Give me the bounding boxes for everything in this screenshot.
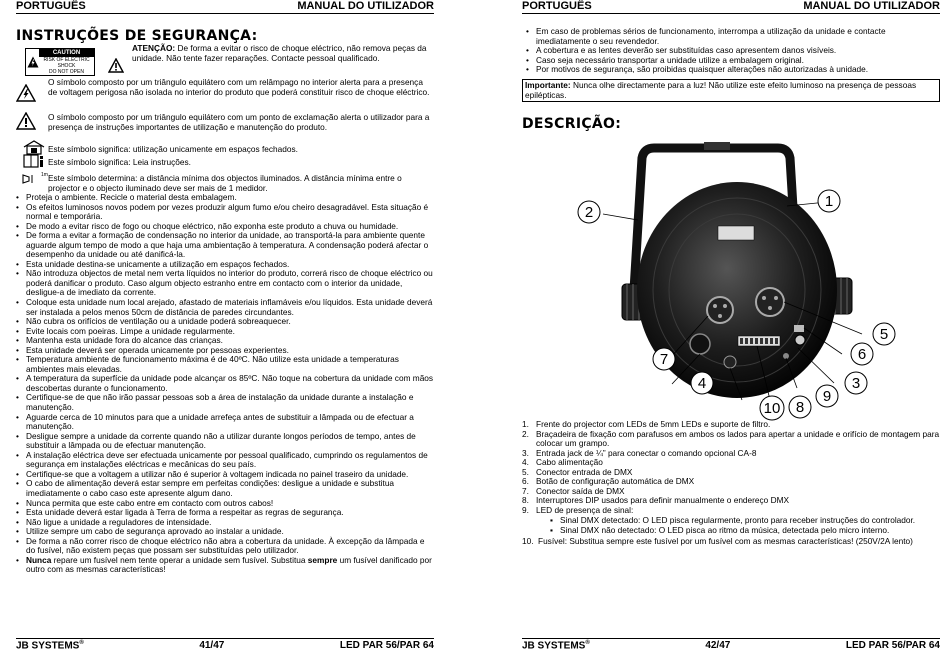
list-item: • Caso seja necessário transportar a unidade utilize a embalagem original. [526,56,940,66]
list-item: • A cobertura e as lentes deverão ser substituídas caso apresentem danos visíveis. [526,46,940,56]
attention-bold: ATENÇÃO: [132,43,176,53]
list-item: ▪ Sinal DMX não detectado: O LED pisca ao ritmo da música, detectada pelo micro interno. [550,526,940,536]
list-item: • Coloque esta unidade num local arejado, afastado de materiais inflamáveis e/ou líquidos. Esta unidade deverá ser instalada a pelos menos 50cm de distância de paredes circundantes. [16,298,434,317]
callout-10: 10 [763,400,781,417]
important-box [522,79,940,102]
item-text: Entrada jack de ¼” para conectar o comando opcional CA-8 [536,447,757,458]
caution-title: CAUTION [39,49,94,57]
header-manual: MANUAL DO UTILIZADOR [297,0,434,12]
item-number: 4. [522,457,529,468]
exclamation-warning-icon [108,58,124,73]
last-bullet-bold2: sempre [307,554,338,565]
page-header [522,0,940,14]
item-number: 7. [522,485,529,496]
list-item: • Esta unidade deverá ser operada unicamente por pessoas experientes. [16,346,434,356]
registered-mark: ® [79,640,84,646]
symbol-distance-text: Este símbolo determina: a distância mínima dos objectos iluminados. A distância mínima entre o projector e o objecto iluminado deve ser mais de 1 medidor. [48,173,402,193]
item-text: LED de presença de sinal: [536,504,634,515]
list-item: • Nunca permita que este cabo entre em contacto com outros cabos! [16,499,434,509]
callout-2: 2 [584,204,594,221]
list-item: • O cabo de alimentação deverá estar sempre em perfeitas condições: desligue a unidade e substitua imediatamente o cabo caso este apresente algum dano. [16,479,434,498]
footer-brand [522,640,590,652]
led-par-illustration [572,140,912,425]
attention-text: De forma a evitar o risco de choque eléctrico, não remova peças da unidade. Não tente fazer reparações. Contacte pessoal qualificado. [132,43,427,63]
description-list [522,420,940,515]
indoor-use-icon [23,140,45,155]
section-title-description: DESCRIÇÃO: [522,116,622,132]
symbol-read-text: Este símbolo significa: Leia instruções. [48,157,191,167]
dmx-in-connector [756,288,784,316]
description-list-end [522,537,940,547]
list-item: • Não introduza objectos de metal nem verta líquidos no interior do produto, correrá risco de choque eléctrico ou poderá danificar o produto. Caso algum objecto estranho entre em contacto com o interior da unidade, desligue-a de imediato da corrente. [16,269,434,298]
lightning-triangle-icon [16,84,36,102]
caution-line1: RISK OF ELECTRIC SHOCK [43,57,90,69]
exclamation-paragraph: O símbolo composto por um triângulo equilátero com um ponto de exclamação alerta o utilizador para a presença de instruções importantes de utilização e manutenção do produto. [48,112,430,132]
list-item: • Desligue sempre a unidade da corrente quando não a utilizar durante longos períodos de tempo, antes de substituir a lâmpada ou de efectuar manutenção. [16,432,434,451]
footer-brand [16,640,84,652]
brand-name: JB SYSTEMS [522,640,586,652]
page-footer [16,638,434,652]
list-item: • Evite locais com poeiras. Limpe a unidade regularmente. [16,327,434,337]
list-item: • Em caso de problemas sérios de funcionamento, interrompa a utilização da unidade e contacte imediatamente o seu revendedor. [526,27,940,46]
footer-page-number: 42/47 [705,640,731,651]
list-item [522,537,940,547]
footer-model: LED PAR 56/PAR 64 [845,640,940,651]
distance-icon-label: 1m [41,172,48,178]
last-bullet-bold1: Nunca [26,554,52,565]
caution-line2: DO NOT OPEN [49,69,84,75]
list-item: ▪ Sinal DMX detectado: O LED pisca regularmente, pronto para receber instruções do controlador. [550,516,940,526]
list-item: • A instalação eléctrica deve ser efectuada unicamente por pessoal qualificado, cumprindo os regulamentos de segurança em instalações eléctricas e mecânicas do seu país. [16,451,434,470]
caution-label [25,48,95,76]
list-item: • Aguarde cerca de 10 minutos para que a unidade arrefeça antes de substituir a lâmpada ou de efectuar a manutenção. [16,413,434,432]
list-item: • Não ligue a unidade a reguladores de intensidade. [16,518,434,528]
item-number: 10. [522,536,534,546]
important-bold: Importante: [525,80,571,90]
dip-switch-block [738,336,780,346]
callout-5: 5 [879,326,889,343]
safety-bullet-list [16,193,434,575]
list-item: • De modo a evitar risco de fogo ou choque eléctrico, não exponha este produto a chuva ou humidade. [16,222,434,232]
header-manual: MANUAL DO UTILIZADOR [803,0,940,12]
item-text: Botão de configuração automática de DMX [536,476,695,487]
item-number: 6. [522,476,529,487]
item-text: Conector entrada de DMX [536,466,633,477]
item-text: Cabo alimentação [536,457,603,468]
callout-8: 8 [795,399,805,416]
item-text: Conector saída de DMX [536,485,625,496]
brand-name: JB SYSTEMS [16,640,80,652]
callout-6: 6 [857,346,867,363]
item-text: Frente do projector com LEDs de 5mm LEDs e suporte de filtro. [536,419,771,429]
auto-config-button [794,325,804,332]
page-header [16,0,434,14]
left-page [16,0,434,654]
item-number: 9. [522,504,529,515]
list-item [522,430,940,449]
important-text: Nunca olhe directamente para a luz! Não utilize este efeito luminoso na presença de pessoas epilépticas. [525,80,917,100]
callout-7: 7 [659,351,669,368]
fuse-holder [724,356,736,368]
list-item: • Mantenha esta unidade fora do alcance das crianças. [16,336,434,346]
list-item: • Esta unidade deverá estar ligada à Terra de forma a respeitar as regras de segurança. [16,508,434,518]
item-text: Fusível: Substitua sempre este fusível por um fusível com as mesmas características! (250V/2A lento) [538,536,913,546]
page-footer [522,638,940,652]
list-item: • Proteja o ambiente. Recicle o material desta embalagem. [16,193,434,203]
last-bullet-text2: um fusível danificado por outro com as mesmas características! [26,554,432,575]
dmx-out-connector [707,297,733,323]
callout-1: 1 [824,193,834,210]
list-item: • Os efeitos luminosos novos podem por vezes produzir algum fumo e/ou cheiro desagradável. Esta situação é normal e temporária. [16,203,434,222]
jack-input [795,335,805,345]
lightning-warning-icon [27,56,39,68]
callout-4: 4 [697,375,707,392]
list-item: • Por motivos de segurança, são proibidas quaisquer alterações não autorizadas à unidade. [526,65,940,75]
list-item [16,556,434,575]
list-item: • Temperatura ambiente de funcionamento máxima é de 40ºC. Não utilize esta unidade a temperaturas ambientes mais elevadas. [16,355,434,374]
item-number: 1. [522,419,529,429]
list-item: • A temperatura da superfície da unidade pode alcançar os 85ºC. Não toque na cobertura da unidade com mãos descobertas durante o funcionamento. [16,374,434,393]
list-item: • Não cubra os orifícios de ventilação ou a unidade poderá sobreaquecer. [16,317,434,327]
list-item: • Esta unidade destina-se unicamente a utilização em espaços fechados. [16,260,434,270]
callout-9: 9 [822,388,832,405]
header-language: PORTUGUÊS [16,0,86,12]
item-number: 5. [522,466,529,477]
power-cable-gland [690,334,710,354]
section-title-safety: INSTRUÇÕES DE SEGURANÇA: [16,28,258,44]
safety-bullet-list-cont [526,27,940,75]
item-text: Braçadeira de fixação com parafusos em ambos os lados para apertar a unidade e orifício de montagem para colocar um grampo. [536,428,940,449]
item-number: 2. [522,428,529,439]
lightning-paragraph: O símbolo composto por um triângulo equilátero com um relâmpago no interior alerta para a presença de voltagem perigosa não isolada no interior do produto que poderá constituir risco de choque eléctrico. [48,77,430,97]
list-item: • Certifique-se de que não irão passar pessoas sob a área de instalação da unidade durante a instalação e manutenção. [16,393,434,412]
list-item: • Utilize sempre um cabo de segurança aprovado ao instalar a unidade. [16,527,434,537]
list-item: • Certifique-se que a voltagem a utilizar não é superior à voltagem indicada no painel traseiro da unidade. [16,470,434,480]
list-item: • De forma a evitar a formação de condensação no interior da unidade, ao transportá-la para ambiente quente aguarde algum tempo de modo a que haja uma ambientação à temperatura. A condensação poderá afectar o desempenho da unidade ou até danificá-la. [16,231,434,260]
exclamation-triangle-icon [16,112,36,130]
right-page [522,0,940,654]
registered-mark: ® [585,640,590,646]
item-number: 3. [522,447,529,458]
item-text: Interruptores DIP usados para definir manualmente o endereço DMX [536,495,790,506]
footer-model: LED PAR 56/PAR 64 [339,640,434,651]
list-item: • De forma a não correr risco de choque eléctrico não abra a cobertura da unidade. À excepção da lâmpada e do fusível, não existem peças que possam ser substituídas pelo utilizador. [16,537,434,556]
footer-page-number: 41/47 [199,640,225,651]
header-language: PORTUGUÊS [522,0,592,12]
callout-3: 3 [851,375,861,392]
last-bullet-text1: repare um fusível nem tente operar a unidade sem fusível. Substitua [51,554,308,565]
symbol-indoor-text: Este símbolo significa: utilização unicamente em espaços fechados. [48,144,298,154]
item-number: 8. [522,495,529,506]
serial-label [718,226,754,240]
signal-led-sublist [550,516,940,535]
read-instructions-icon [23,154,45,168]
attention-paragraph [132,44,434,63]
